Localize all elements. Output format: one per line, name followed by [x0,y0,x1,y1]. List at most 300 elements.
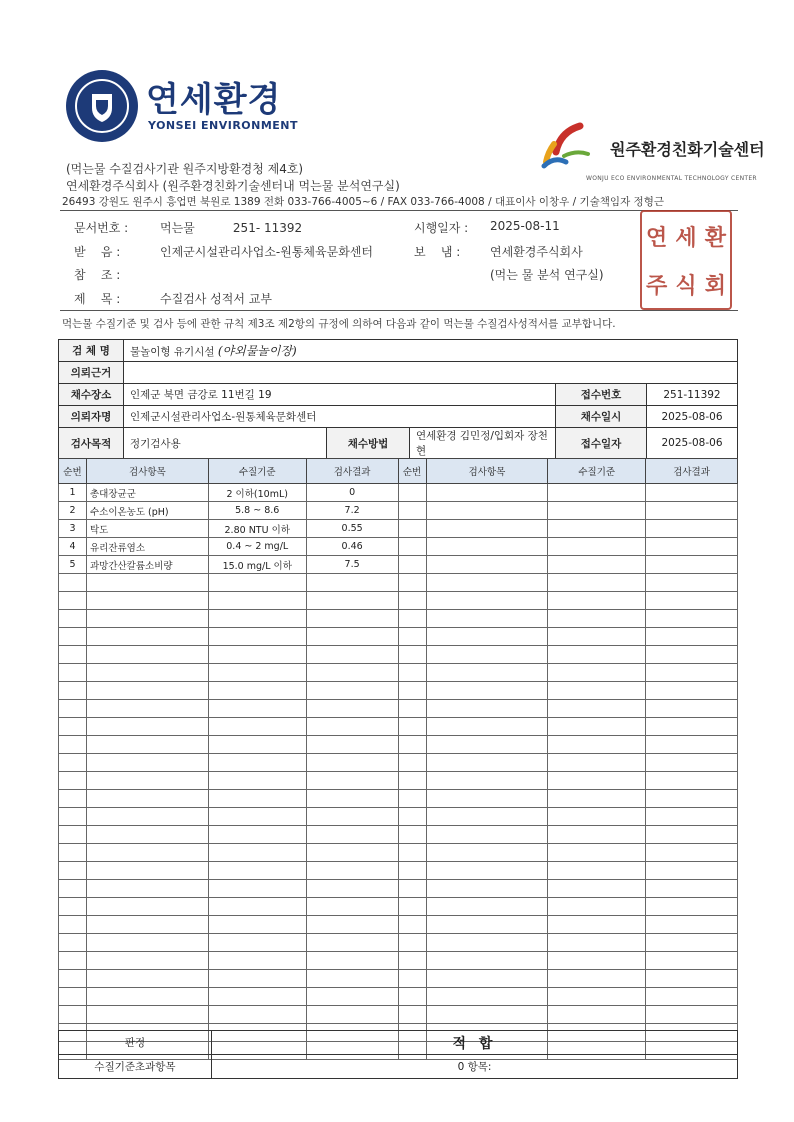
table-cell [86,664,208,682]
table-cell [646,646,738,664]
table-cell [86,682,208,700]
table-row [59,898,738,916]
table-row [59,736,738,754]
table-cell [646,610,738,628]
table-cell [208,772,306,790]
table-cell: 총대장균군 [86,484,208,502]
table-cell [548,808,646,826]
table-cell: 2 이하(10mL) [208,484,306,502]
table-cell [59,574,87,592]
table-cell [86,898,208,916]
table-cell [398,970,426,988]
table-cell [398,772,426,790]
table-cell [548,700,646,718]
table-cell: 탁도 [86,520,208,538]
table-cell [398,754,426,772]
judgement-value: 적 합 [212,1031,738,1055]
table-cell [548,574,646,592]
table-cell [86,790,208,808]
table-cell [398,880,426,898]
table-cell [646,790,738,808]
table-cell [86,808,208,826]
table-cell [646,628,738,646]
table-cell [646,574,738,592]
doc-no-label: 문서번호 : [74,221,129,235]
sample-date-value: 2025-08-06 [647,406,738,428]
table-cell [398,988,426,1006]
table-cell: 0 [306,484,398,502]
table-cell [426,664,548,682]
table-cell [646,898,738,916]
table-cell [306,628,398,646]
table-cell [306,700,398,718]
table-cell [306,1006,398,1024]
method-value: 연세환경 김민정/입회자 장천현 [410,428,556,459]
table-row [59,682,738,700]
table-cell [548,988,646,1006]
table-cell [398,538,426,556]
table-cell [59,646,87,664]
table-cell: 유리잔류염소 [86,538,208,556]
table-cell [548,664,646,682]
table-row [59,1006,738,1024]
table-row [59,826,738,844]
table-cell [426,682,548,700]
table-cell [306,880,398,898]
recipient-label: 받 음 : [74,245,121,259]
table-cell [646,826,738,844]
table-cell [398,808,426,826]
yonsei-seal-logo [66,70,138,142]
sample-label: 검 체 명 [59,340,124,362]
table-cell [548,934,646,952]
table-cell [59,934,87,952]
header-divider [60,210,738,211]
table-cell [306,610,398,628]
seal-char: 주 [646,273,668,299]
table-cell [646,1006,738,1024]
col-header: 순번 [59,459,87,484]
table-cell [398,664,426,682]
table-cell [426,808,548,826]
receipt-date-value: 2025-08-06 [647,428,738,459]
table-cell [548,736,646,754]
table-cell [208,592,306,610]
exceed-label: 수질기준초과항목 [59,1055,212,1079]
table-cell [548,916,646,934]
col-header: 수질기준 [208,459,306,484]
table-cell [398,826,426,844]
table-cell [548,502,646,520]
table-cell [306,772,398,790]
table-cell [646,934,738,952]
table-cell [646,592,738,610]
table-cell [398,646,426,664]
recipient-value: 인제군시설관리사업소-원통체육문화센터 [160,245,373,259]
table-cell [398,592,426,610]
client-value: 인제군시설관리사업소-원통체육문화센터 [124,406,556,428]
purpose-value: 정기검사용 [124,428,327,459]
table-row [59,754,738,772]
exceed-value: 0 항목: [212,1055,738,1079]
table-cell [208,898,306,916]
official-seal-stamp [640,210,732,310]
table-row [59,592,738,610]
table-cell [646,682,738,700]
sample-handwritten: (야외물놀이장) [217,344,297,358]
center-title: 원주환경친화기술센터 [610,140,765,159]
table-cell [306,988,398,1006]
table-cell [398,484,426,502]
table-cell [59,898,87,916]
receipt-no-value: 251-11392 [647,384,738,406]
table-cell [306,844,398,862]
table-cell [426,592,548,610]
table-cell [86,988,208,1006]
table-cell [59,718,87,736]
results-header-row [59,459,738,484]
table-cell [398,898,426,916]
table-cell [426,520,548,538]
table-cell [208,718,306,736]
purpose-label: 검사목적 [59,428,124,459]
table-cell [398,610,426,628]
table-cell [548,844,646,862]
table-cell [398,520,426,538]
table-cell [646,808,738,826]
table-cell [646,952,738,970]
sample-value: 물놀이형 유기시설 [130,346,215,358]
table-cell [306,754,398,772]
table-cell [426,484,548,502]
table-cell [646,736,738,754]
company-logo-subtitle: YONSEI ENVIRONMENT [148,119,299,132]
table-row [59,808,738,826]
site-value: 인제군 북면 금강로 11번길 19 [124,384,556,406]
table-cell [208,862,306,880]
table-cell [548,538,646,556]
table-cell [646,862,738,880]
table-row [59,862,738,880]
table-row [59,934,738,952]
table-cell [426,790,548,808]
receipt-date-label: 접수일자 [556,428,647,459]
table-cell [59,862,87,880]
table-cell [86,754,208,772]
date-label: 시행일자 : [414,221,469,235]
table-cell [306,736,398,754]
table-row [59,970,738,988]
table-cell [306,970,398,988]
table-cell [398,862,426,880]
table-cell [59,628,87,646]
table-cell: 0.55 [306,520,398,538]
center-subtitle: WONJU ECO ENVIRONMENTAL TECHNOLOGY CENTER [586,175,757,182]
table-cell [646,880,738,898]
table-row [59,628,738,646]
table-cell [208,880,306,898]
table-cell [306,826,398,844]
table-cell [208,700,306,718]
table-cell [548,592,646,610]
table-cell [208,664,306,682]
table-cell [426,826,548,844]
table-cell: 15.0 mg/L 이하 [208,556,306,574]
sample-date-label: 채수일시 [556,406,647,428]
table-row [59,484,738,502]
table-cell [208,610,306,628]
table-cell [548,520,646,538]
sender-value: 연세환경주식회사 [490,245,583,259]
table-cell [306,664,398,682]
table-cell [426,970,548,988]
table-cell [426,754,548,772]
table-cell [548,772,646,790]
table-cell [59,664,87,682]
agency-line: (먹는물 수질검사기관 원주지방환경청 제4호) [66,162,304,176]
table-cell [86,916,208,934]
seal-char: 연 [646,225,668,251]
table-cell [208,754,306,772]
date-value: 2025-08-11 [490,219,560,233]
table-row [59,772,738,790]
table-row [59,916,738,934]
table-cell: 5 [59,556,87,574]
sample-value-cell [124,340,738,362]
table-cell: 2.80 NTU 이하 [208,520,306,538]
table-cell [646,916,738,934]
table-cell [59,682,87,700]
table-row [59,700,738,718]
table-cell: 7.5 [306,556,398,574]
table-cell [208,736,306,754]
shield-icon [74,78,130,134]
table-cell [646,556,738,574]
table-cell [548,628,646,646]
table-cell [306,808,398,826]
table-cell [306,916,398,934]
table-cell: 0.46 [306,538,398,556]
table-cell [208,916,306,934]
table-cell [208,970,306,988]
table-row [59,664,738,682]
table-cell [208,1006,306,1024]
table-cell [426,574,548,592]
verdict-table [58,1030,738,1079]
table-row [59,556,738,574]
col-header: 수질기준 [548,459,646,484]
table-cell [398,844,426,862]
table-cell [646,484,738,502]
table-row [59,574,738,592]
table-cell [59,772,87,790]
table-cell [426,628,548,646]
table-cell [548,970,646,988]
table-cell [59,808,87,826]
subject-label: 제 목 : [74,292,121,306]
table-cell [306,862,398,880]
company-line: 연세환경주식회사 (원주환경친화기술센터내 먹는물 분석연구실) [66,179,400,193]
table-cell [426,538,548,556]
table-row [59,790,738,808]
table-cell [646,970,738,988]
table-cell [548,556,646,574]
table-cell [548,484,646,502]
table-cell [86,592,208,610]
table-cell [59,916,87,934]
table-cell [426,880,548,898]
table-cell [548,826,646,844]
seal-char: 세 [675,225,697,251]
table-cell [398,718,426,736]
table-cell [426,898,548,916]
notice-text: 먹는물 수질기준 및 검사 등에 관한 규칙 제3조 제2항의 규정에 의하여 다음과 같이 먹는물 수질검사성적서를 교부합니다. [62,318,616,330]
table-cell [208,826,306,844]
table-row [59,880,738,898]
table-cell [548,952,646,970]
table-row [59,520,738,538]
client-label: 의뢰자명 [59,406,124,428]
table-cell [86,718,208,736]
table-cell [59,592,87,610]
table-cell [398,916,426,934]
subject-value: 수질검사 성적서 교부 [160,292,272,306]
table-cell: 과망간산칼륨소비량 [86,556,208,574]
table-cell [59,700,87,718]
table-cell [548,610,646,628]
table-cell [398,736,426,754]
table-cell [646,520,738,538]
table-cell [306,934,398,952]
table-cell [208,808,306,826]
table-cell [86,610,208,628]
table-cell: 7.2 [306,502,398,520]
table-row [59,646,738,664]
table-cell [59,754,87,772]
col-header: 순번 [398,459,426,484]
table-row [59,988,738,1006]
table-cell [208,682,306,700]
site-label: 채수장소 [59,384,124,406]
table-cell: 4 [59,538,87,556]
table-cell [426,988,548,1006]
table-cell [59,826,87,844]
table-cell [548,898,646,916]
table-cell [59,988,87,1006]
basis-label: 의뢰근거 [59,362,124,384]
table-cell [548,646,646,664]
col-header: 검사결과 [306,459,398,484]
table-cell [548,790,646,808]
table-cell [59,1006,87,1024]
table-cell [646,700,738,718]
address-line: 26493 강원도 원주시 흥업면 북원로 1389 전화 033-766-4005~6 / FAX 033-766-4008 / 대표이사 이창우 / 기술책임자 정형근 [62,196,664,208]
table-cell [398,790,426,808]
col-header: 검사결과 [646,459,738,484]
table-cell [306,646,398,664]
table-cell [86,700,208,718]
table-cell [548,718,646,736]
table-cell [208,574,306,592]
table-cell [306,574,398,592]
doc-no-value: 먹는물 251- 11392 [160,221,303,235]
seal-char: 식 [675,273,697,299]
table-cell [86,628,208,646]
table-cell [426,844,548,862]
table-cell [208,628,306,646]
table-row [59,718,738,736]
table-cell [59,880,87,898]
table-cell [86,574,208,592]
table-cell [208,934,306,952]
table-cell [59,970,87,988]
table-cell [398,1006,426,1024]
table-cell [426,916,548,934]
table-cell [86,934,208,952]
table-cell [306,592,398,610]
table-cell [426,646,548,664]
table-cell [59,844,87,862]
table-cell [86,952,208,970]
table-cell [426,718,548,736]
table-cell [548,1006,646,1024]
table-cell: 3 [59,520,87,538]
table-row [59,502,738,520]
table-cell [86,880,208,898]
company-logo-title: 연세환경 [146,80,282,120]
table-cell [398,574,426,592]
table-cell [548,754,646,772]
table-cell [426,1006,548,1024]
method-label: 채수방법 [327,428,410,459]
table-cell [398,934,426,952]
table-cell [398,700,426,718]
test-results-table [58,458,738,1060]
table-cell [59,610,87,628]
table-cell: 5.8 ~ 8.6 [208,502,306,520]
col-header: 검사항목 [426,459,548,484]
ref-label: 참 조 : [74,268,121,282]
table-cell [646,754,738,772]
sender-label: 보 냄 : [414,245,461,259]
table-cell [426,862,548,880]
table-cell [306,952,398,970]
table-cell [398,952,426,970]
table-cell [398,682,426,700]
table-cell [426,502,548,520]
table-cell [306,790,398,808]
table-cell [426,700,548,718]
table-cell [548,682,646,700]
sample-info-table [58,339,738,459]
table-cell [398,628,426,646]
col-header: 검사항목 [86,459,208,484]
judgement-label: 판정 [59,1031,212,1055]
table-cell: 1 [59,484,87,502]
table-cell [208,646,306,664]
table-cell [86,772,208,790]
table-cell [398,556,426,574]
table-cell [86,862,208,880]
table-cell [426,934,548,952]
receipt-no-label: 접수번호 [556,384,647,406]
table-cell: 수소이온농도 (pH) [86,502,208,520]
table-row [59,538,738,556]
table-cell [426,952,548,970]
table-cell [646,538,738,556]
table-cell [59,952,87,970]
table-cell [86,736,208,754]
